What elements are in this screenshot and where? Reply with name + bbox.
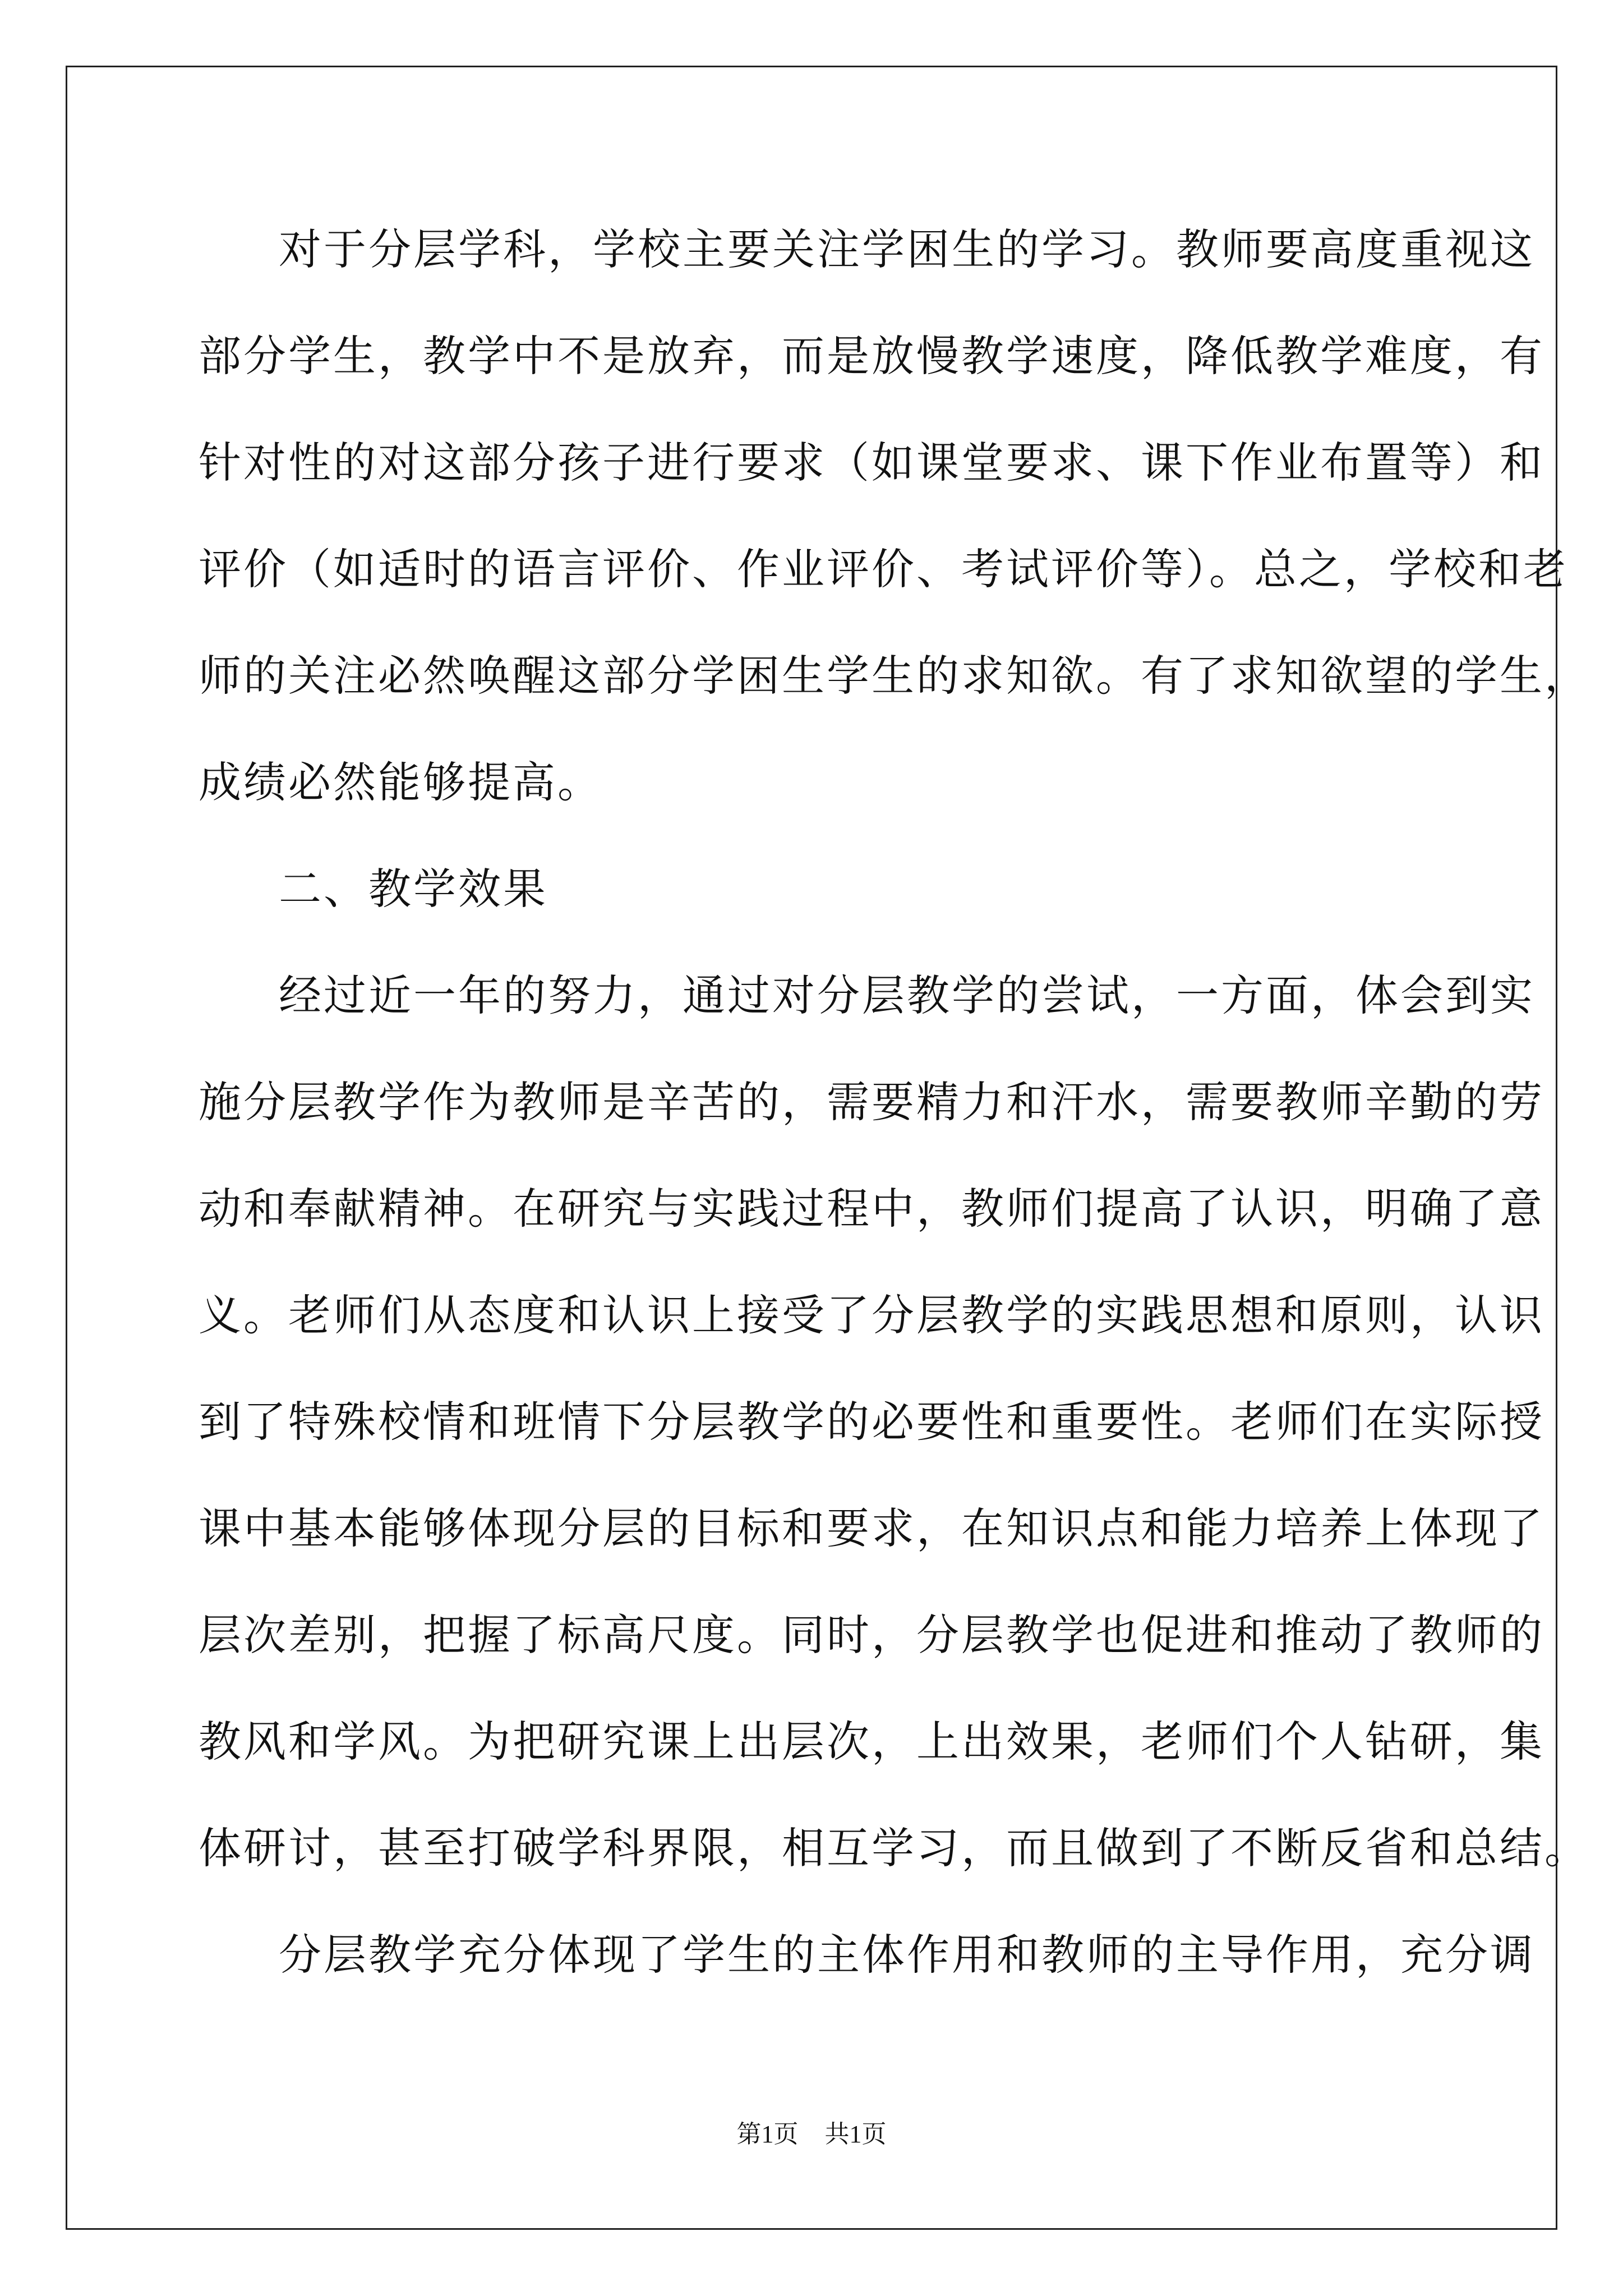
paragraph-1-line-3: 针对性的对这部分孩子进行要求（如课堂要求、课下作业布置等）和 — [199, 438, 1544, 487]
paragraph-2-line-8: 教风和学风。为把研究课上出层次，上出效果，老师们个人钻研，集 — [199, 1717, 1544, 1766]
paragraph-1-line-4: 评价（如适时的语言评价、作业评价、考试评价等）。总之，学校和老 — [199, 544, 1568, 594]
paragraph-3-line-1: 分层教学充分体现了学生的主体作用和教师的主导作用，充分调 — [279, 1930, 1535, 1980]
paragraph-1-line-2: 部分学生，教学中不是放弃，而是放慢教学速度，降低教学难度，有 — [199, 331, 1544, 381]
paragraph-2-line-1: 经过近一年的努力，通过对分层教学的尝试，一方面，体会到实 — [279, 970, 1535, 1020]
paragraph-2-line-3: 动和奉献精神。在研究与实践过程中，教师们提高了认识，明确了意 — [199, 1184, 1544, 1234]
paragraph-1-line-6: 成绩必然能够提高。 — [199, 757, 602, 807]
paragraph-2-line-7: 层次差别，把握了标高尺度。同时，分层教学也促进和推动了教师的 — [199, 1610, 1544, 1660]
paragraph-2-line-5: 到了特殊校情和班情下分层教学的必要性和重要性。老师们在实际授 — [199, 1397, 1544, 1447]
paragraph-2-line-4: 义。老师们从态度和认识上接受了分层教学的实践思想和原则，认识 — [199, 1290, 1544, 1340]
page-border — [66, 66, 1589, 2230]
paragraph-2-line-9: 体研讨，甚至打破学科界限，相互学习，而且做到了不断反省和总结。 — [199, 1823, 1589, 1873]
page-number: 第1页 — [736, 2120, 799, 2148]
paragraph-2-line-2: 施分层教学作为教师是辛苦的，需要精力和汗水，需要教师辛勤的劳 — [199, 1077, 1544, 1127]
page-total: 共1页 — [824, 2120, 887, 2148]
section-heading: 二、教学效果 — [279, 864, 548, 914]
page-footer — [0, 2118, 1623, 2151]
paragraph-2-line-6: 课中基本能够体现分层的目标和要求，在知识点和能力培养上体现了 — [199, 1503, 1544, 1553]
paragraph-1-line-5: 师的关注必然唤醒这部分学困生学生的求知欲。有了求知欲望的学生， — [199, 651, 1589, 701]
paragraph-1-line-1: 对于分层学科，学校主要关注学困生的学习。教师要高度重视这 — [279, 224, 1535, 274]
